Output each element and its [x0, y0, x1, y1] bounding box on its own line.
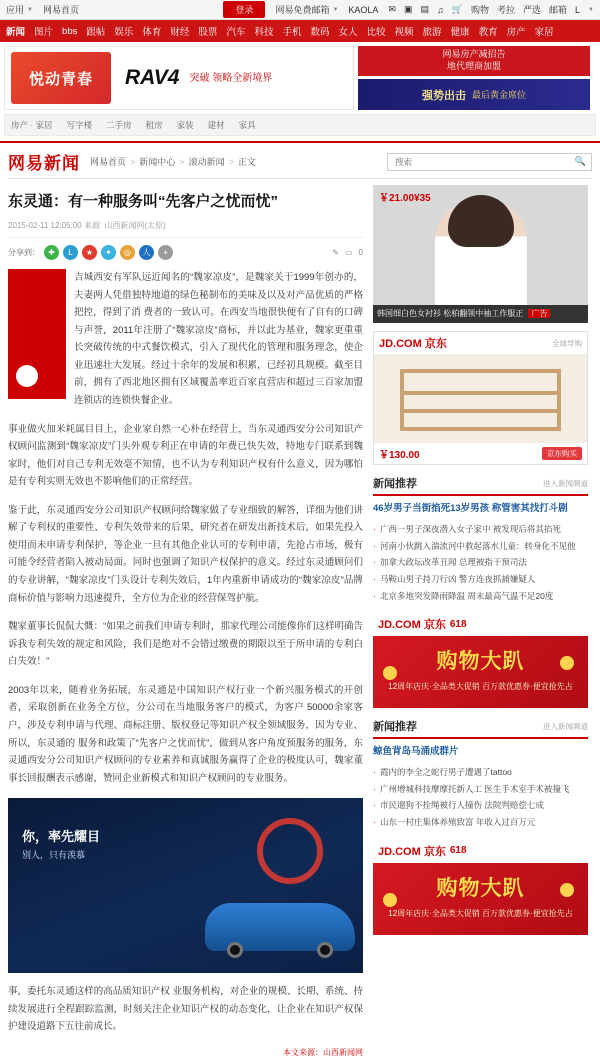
news-section-1: [373, 475, 588, 604]
lead-image-circle: [16, 365, 38, 387]
section-header: [373, 718, 588, 739]
inline-ad-ribbon: [257, 818, 323, 884]
house-agent-ad[interactable]: [358, 46, 590, 76]
page-title: 东灵通：有一种服务叫“先客户之忧而忧”: [8, 193, 279, 210]
ad-tag: 广告: [528, 309, 550, 318]
banner-area: [0, 42, 600, 110]
inline-ad-line2: 别人，只有羡慕: [22, 850, 86, 861]
nav-item-tech[interactable]: 科技: [254, 27, 274, 38]
jd-618-headline: 购物大趴: [436, 876, 525, 900]
jd-618-badge: 618: [449, 618, 467, 630]
promo-ad-sub: 最后黄金席位: [471, 90, 526, 100]
house-ad-line2: 地代理商加盟: [446, 61, 501, 71]
shelf-illustration: [400, 369, 561, 431]
section-header: [373, 475, 588, 496]
coin-icon: [560, 656, 574, 670]
topbar-item-home[interactable]: [43, 3, 79, 16]
article-paragraph-0: 吉城西安有军队远近闻名的“魏家凉皮”，是魏家关于1999年创办的，夫妻两人凭借独特地道的绿色秘制布的美味及以及对产品优质的严格把控，得到了消 费者的一致认可。在西安当地很快便有了自有的口碑与声誉，2011年注册了“魏家凉皮”商标，并以此为基业，魏家更重重长突破传统的中式餐饮模式，引入了现代化的管理和服务理念，使企业迅速壮大发展。经过十余年的发展和积累，已经初具规模。截至目前，拥有了西北地区拥有区域覆盖率近百家直营店和超过三百家加盟连锁店的连锁快餐企业。: [74, 272, 363, 406]
jd-nav-label[interactable]: 全球导购: [552, 338, 582, 348]
nav-item-finance[interactable]: 财经: [170, 27, 190, 38]
site-nav: [0, 20, 600, 42]
breadcrumb-sep: >: [130, 156, 136, 167]
nav-item-women[interactable]: 女人: [338, 27, 358, 38]
jd-618-header: [373, 612, 588, 636]
list-item[interactable]: · 霞内的李全之蛇行男子遭遇了tattoo: [373, 764, 588, 781]
section-more-link[interactable]: 进入新闻频道: [543, 478, 588, 488]
jd-logo: JD.COM 京东: [378, 619, 446, 632]
mail-icon[interactable]: ✉: [388, 4, 396, 14]
list-item[interactable]: · 北京多地突发降雨降温 周末最高气温不足20度: [373, 588, 588, 605]
brand-logo: 悦动青春: [11, 52, 111, 104]
chevron-down-icon: ▼: [332, 6, 339, 13]
house-subnav-item-3[interactable]: 租房: [145, 120, 163, 130]
nav-item-home[interactable]: 家居: [534, 27, 554, 38]
chevron-down-icon: ▼: [588, 6, 594, 13]
nav-item-education[interactable]: 教育: [478, 27, 498, 38]
sidebar-portrait-ad[interactable]: [373, 185, 588, 305]
jd-price-row: [374, 443, 587, 464]
page-body: [0, 179, 600, 1062]
article-tools: [332, 248, 363, 257]
house-subnav-item-0[interactable]: 房产 · 家居: [11, 120, 53, 130]
topbar-label-mailbox[interactable]: 严选: [523, 5, 542, 15]
topbar-item-kaola[interactable]: [348, 5, 378, 15]
portrait-ad-caption-right: 松柏翻领中袖工作服正: [443, 309, 524, 318]
article-lead-image: [8, 269, 66, 399]
right-ad-stack: [358, 46, 590, 110]
jd-618-sub: 12周年店庆·全品类大促销 百万款优惠券·便宜抢先占: [388, 908, 573, 918]
nav-item-compare[interactable]: 比较: [366, 27, 386, 38]
topbar-label-koala[interactable]: 购物: [470, 5, 489, 15]
topbar-mail-label: 网易免费邮箱: [275, 5, 330, 15]
topbar-home-label: 网易首页: [42, 5, 79, 15]
toyota-banner-ad[interactable]: [4, 46, 354, 110]
breadcrumb-sep: >: [228, 156, 234, 167]
ad-model-name: RAV4: [125, 66, 180, 89]
share-label: 分享到：: [8, 248, 40, 257]
search-box[interactable]: [387, 153, 592, 171]
more-icon[interactable]: +: [158, 245, 173, 260]
topbar-item-mail[interactable]: [275, 3, 338, 16]
breadcrumb-item-2[interactable]: 滚动新闻: [188, 157, 225, 167]
jd-618-sub: 12周年店庆·全品类大促销 百万款优惠券·便宜抢先占: [388, 682, 573, 692]
topbar-icon-group: [388, 3, 594, 16]
site-logo[interactable]: 网易新闻: [8, 154, 80, 173]
ad-slogan: 突破 领略全新境界: [189, 72, 273, 84]
cart-icon[interactable]: 🛒: [451, 4, 463, 14]
book-icon[interactable]: ▤: [420, 4, 429, 14]
search-input[interactable]: [393, 156, 575, 168]
section-lead-headline[interactable]: 鲸鱼背岛马涌成群片: [373, 746, 459, 758]
list-item[interactable]: · 加拿大政坛改革丑闻 总理被指干预司法: [373, 554, 588, 571]
jd-618-header: [373, 839, 588, 863]
nav-item-auto[interactable]: 汽车: [226, 27, 246, 38]
nav-item-sports[interactable]: 体育: [142, 27, 162, 38]
jd-module-header: [374, 332, 587, 355]
jd-price: ￥130.00: [379, 450, 420, 461]
house-subnav-item-5[interactable]: 建材: [207, 120, 225, 130]
portrait-ad-price: ￥21.00¥35: [379, 193, 431, 204]
music-icon[interactable]: ♫: [437, 4, 444, 15]
comment-icon[interactable]: ▭: [344, 248, 353, 257]
breadcrumb: [90, 155, 256, 168]
article-paragraph-1: 事业做火加米耗属目目上，企业家自然一心朴在经营上，当东灵通西安分公司知识产权顾问监测到“魏家凉皮”门头外观专利正在申请的年费已快失效，特地专门联系到魏家时，他们对自己专利无效毫不知情，也不认为专利知识产权有什么意义，因为哪怕是有专利实则无效也不影响他们的正常经营。: [8, 423, 363, 488]
article-source: 本文来源：山西新闻网: [283, 1047, 363, 1057]
promo-ad-headline: 强势出击: [421, 89, 466, 102]
nav-item-bbs[interactable]: bbs: [62, 25, 78, 37]
breadcrumb-item-1[interactable]: 新闻中心: [139, 157, 176, 167]
topbar-app-label: 应用: [6, 5, 25, 15]
nav-item-mobile[interactable]: 手机: [282, 27, 302, 38]
article-meta: 2015-02-11 12:05:00 来源: 山西新闻网(太原): [8, 220, 363, 238]
portrait-ad-caption: [373, 305, 588, 323]
inline-ad-line1: 你，率先耀目: [22, 829, 101, 845]
comment-count: 0: [358, 248, 363, 257]
nav-item-comment[interactable]: 跟帖: [86, 27, 106, 38]
jd-product-module[interactable]: [373, 331, 588, 465]
article-paragraph-5: 事，委托东灵通这样的高品质知识产权 业服务机构，对企业的规模、长期、系统、持续发展进行全程跟踪监测，时刻关注企业知识产权的动态变化，让企业在知识产权保护建设道路下五往前成长。: [8, 986, 363, 1033]
list-item[interactable]: · 广西一男子深夜潜入女子家中 被发现后将其掐死: [373, 521, 588, 538]
nav-item-ent[interactable]: 娱乐: [114, 27, 134, 38]
house-ad-line1: 网易房产减招告: [442, 49, 506, 60]
list-item[interactable]: · 河南小伙跳入湍流河中救起落水儿童：转身化不见他: [373, 538, 588, 555]
renren-icon[interactable]: ◎: [120, 245, 135, 260]
house-subnav: [4, 114, 596, 136]
camera-icon[interactable]: ▣: [403, 4, 413, 14]
house-subnav-item-2[interactable]: 二手房: [106, 120, 132, 130]
section-title: 新闻推荐: [373, 721, 417, 734]
lofter-icon[interactable]: 邮箱: [549, 5, 568, 15]
news-section-2: [373, 718, 588, 831]
section-lead-headline[interactable]: 46岁男子当街掐死13岁男孩 称管害其找打斗剧: [373, 503, 568, 514]
model-hair: [448, 195, 514, 247]
section-more-link[interactable]: 进入新闻频道: [543, 721, 588, 731]
douban-icon[interactable]: 人: [139, 245, 154, 260]
jd-product-image: [374, 355, 587, 443]
jd-618-headline: 购物大趴: [436, 650, 525, 674]
news-list: [373, 764, 588, 830]
section-title: 新闻推荐: [373, 478, 417, 490]
portrait-ad-caption-left: 韩国细白色女衬衫: [377, 309, 441, 318]
nav-item-house[interactable]: 房产: [506, 27, 526, 38]
list-item[interactable]: · 马鞍山男子持刀行凶 警方连夜抓捕嫌疑人: [373, 571, 588, 588]
article-column: [8, 185, 363, 1062]
jd-618-ad-1[interactable]: [373, 612, 588, 708]
nav-item-video[interactable]: 视频: [394, 27, 414, 38]
nav-item-stock[interactable]: 股票: [198, 27, 218, 38]
coin-icon: [560, 883, 574, 897]
nav-item-pic[interactable]: 图片: [34, 27, 54, 38]
bobo-icon[interactable]: L: [575, 4, 581, 15]
list-item[interactable]: · 山东一村庄集体养殖致富 年收入过百万元: [373, 814, 588, 831]
nav-item-news[interactable]: 新闻: [6, 27, 26, 38]
inline-car-ad[interactable]: [8, 798, 363, 973]
breadcrumb-sep: >: [179, 156, 185, 167]
lofter-icon[interactable]: L: [63, 245, 78, 260]
car-illustration: [205, 903, 355, 951]
article-paragraph-3: 魏家董事长侃侃大慨：“如果之前我们申请专利时，那家代理公司能像你们这样明确告诉我专利失效的规定和风险，我们是绝对不会错过缴费的期限以至于所申请的专利白白失效！”: [8, 621, 363, 668]
promo-ad[interactable]: [358, 79, 590, 110]
sidebar-column: [373, 185, 588, 1062]
list-item[interactable]: · 市民遛狗不拴绳被行人撞伤 法院判赔偿七成: [373, 797, 588, 814]
article-paragraph-4: 2003年以来，随着业务拓展，东灵通是中国知识产权行业一个新兴服务模式的开创者，采取创新在业务全方位，分公司在当地服务客户的模式，为客户 50000余家客户，涉及专利申请与代理、商标注册、版权登记等知识产权全领域服务，因为专业、所以，东灵通的 服务和政策了“先客户之忧而忧”，做到从客户角度预服务的服务，东灵通西安分公司知识产权顾问的专业素养和真诚服务赢得了企业的极度认可，魏家董事长回报酬表示感谢，赞同企业新模式和知识产权顾问的专业服务。: [8, 684, 363, 784]
jd-618-ad-2[interactable]: [373, 839, 588, 935]
search-icon[interactable]: 🔍: [574, 156, 586, 166]
chevron-down-icon: ▼: [27, 6, 33, 13]
topbar-label-strict[interactable]: 考拉: [496, 5, 515, 15]
jd-buy-button[interactable]: 京东购买: [542, 447, 582, 460]
weibo-icon[interactable]: ★: [82, 245, 97, 260]
jd-logo: JD.COM 京东: [379, 338, 447, 350]
jd-618-badge: 618: [449, 845, 467, 857]
edit-icon[interactable]: ✎: [332, 248, 339, 257]
jd-logo: JD.COM 京东: [378, 845, 446, 858]
list-item[interactable]: · 广州增城科技摩摩托新人工 医生手术室手术被撞飞: [373, 781, 588, 798]
site-header: [0, 141, 600, 178]
login-button[interactable]: 登录: [223, 1, 265, 18]
news-list: [373, 521, 588, 604]
inline-ad-text: [22, 826, 100, 863]
coin-icon: [383, 893, 397, 907]
nav-item-travel[interactable]: 旅游: [422, 27, 442, 38]
wechat-icon[interactable]: ✚: [44, 245, 59, 260]
breadcrumb-item-3: 正文: [237, 157, 256, 167]
nav-item-health[interactable]: 健康: [450, 27, 470, 38]
house-subnav-item-4[interactable]: 家装: [176, 120, 194, 130]
breadcrumb-item-0[interactable]: 网易首页: [90, 157, 127, 167]
topbar-kaola-label: KAOLA: [348, 4, 379, 15]
article-paragraph-2: 鉴于此，东灵通西安分公司知识产权顾问给魏家做了专业细致的解答，详细为他们讲解了专利权的重要性、专利失效带来的后果，研究者在研发出新技术后，如果先投入使用而未申请专利保护，等企业一旦有其他企业认可的专利申请，先抢占市场，极有可能令经营者陷入被动局面。同时也强调了知识产权保护的意义。经过东灵通顾问们的专业讲解，“魏家凉皮”门头设计专利失效后，1年内重新申请成功的“魏家凉皮”品牌商标价值与影响力迅速提升，全方位为企业的经营保驾护航。: [8, 504, 363, 604]
nav-item-digital[interactable]: 数码: [310, 27, 330, 38]
house-subnav-item-1[interactable]: 写字楼: [66, 120, 93, 130]
qzone-icon[interactable]: ✦: [101, 245, 116, 260]
browser-top-bar: [0, 0, 600, 20]
car-wheel-front: [227, 942, 243, 958]
topbar-item-app[interactable]: [6, 3, 33, 16]
share-bar: [8, 238, 363, 269]
house-subnav-item-6[interactable]: 家具: [238, 120, 256, 130]
coin-icon: [383, 666, 397, 680]
car-wheel-rear: [317, 942, 333, 958]
